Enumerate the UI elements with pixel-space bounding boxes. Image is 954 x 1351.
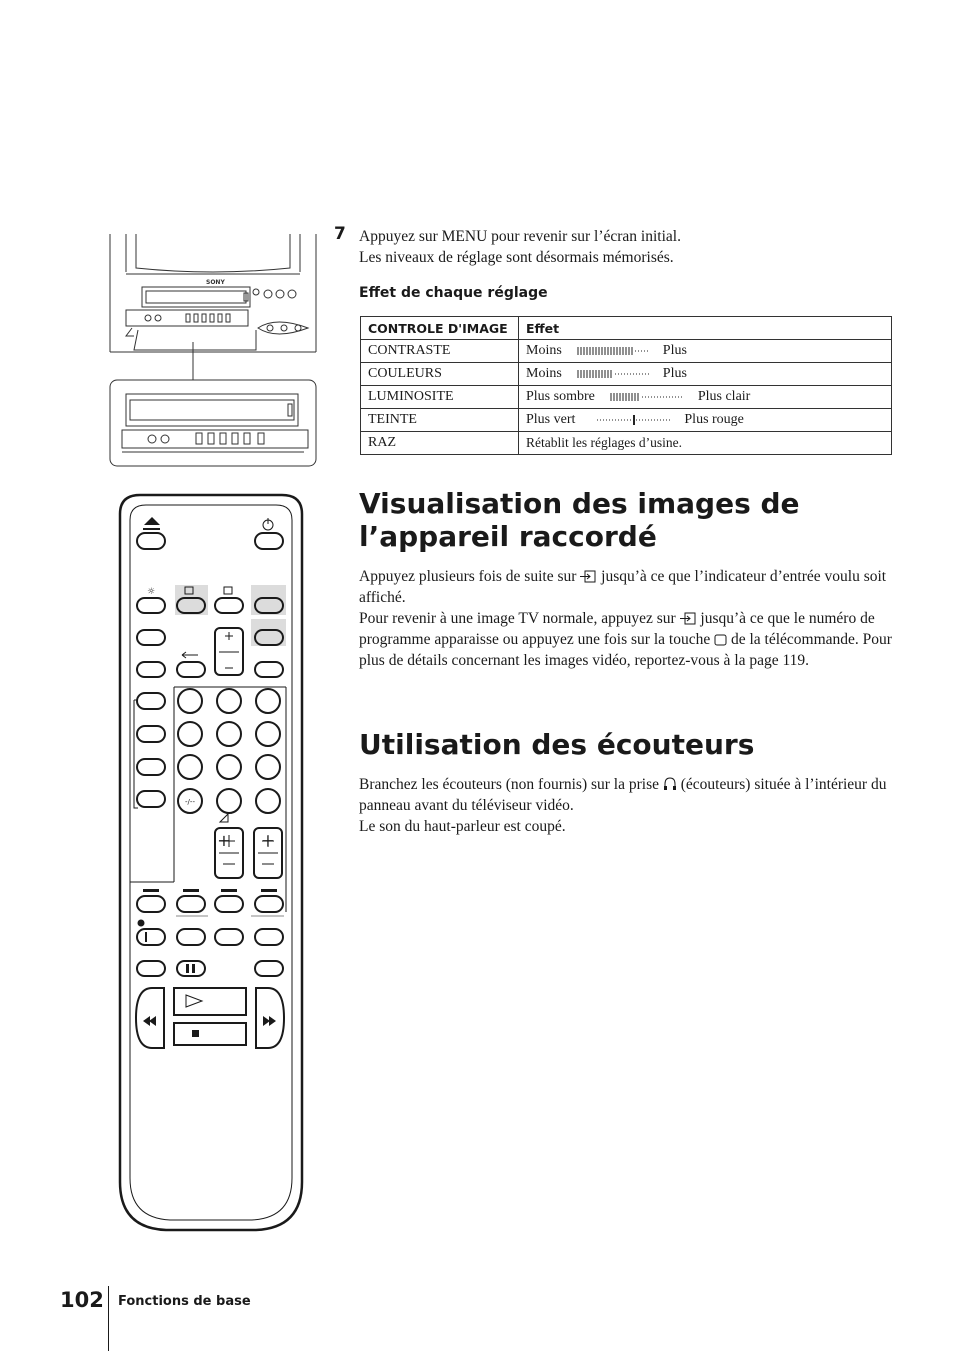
effect-right: Plus rouge — [684, 412, 744, 427]
effect-left: Moins — [526, 343, 562, 358]
control-effect — [519, 340, 892, 363]
title-line: Visualisation des images de — [359, 487, 800, 520]
control-name: LUMINOSITE — [361, 386, 519, 409]
step-line-2: Les niveaux de réglage sont désormais mémorisés. — [359, 249, 674, 266]
paragraph: Branchez les écouteurs (non fournis) sur la prise (écouteurs) située à l’intérieur du panneau avant du téléviseur vidéo. — [359, 776, 887, 814]
step-instruction — [359, 226, 681, 268]
control-name: RAZ — [361, 432, 519, 455]
control-name: TEINTE — [361, 409, 519, 432]
control-effect — [519, 363, 892, 386]
section-body-headphones — [359, 774, 899, 837]
table-header: CONTROLE D'IMAGE — [361, 317, 519, 340]
picture-control-table — [360, 316, 892, 455]
effect-heading: Effet de chaque réglage — [359, 285, 548, 301]
double-digit-label: -/-- — [185, 798, 195, 806]
table-header-row — [361, 317, 892, 340]
paragraph: Appuyez plusieurs fois de suite sur jusqu’à ce que l’indicateur d’entrée voulu soit affiché. — [359, 568, 887, 606]
paragraph: Pour revenir à une image TV normale, appuyez sur jusqu’à ce que le numéro de programme apparaisse ou appuyez une fois sur la touche de la télécommande. Pour plus de détails concernant les images vidéo, reportez-vous à la page 119. — [359, 610, 892, 669]
tint-scale-icon — [597, 415, 671, 425]
control-name: COULEURS — [361, 363, 519, 386]
section-title-connected-device — [359, 487, 919, 553]
paragraph: Le son du haut-parleur est coupé. — [359, 818, 566, 835]
control-name: CONTRASTE — [361, 340, 519, 363]
input-select-icon — [680, 612, 697, 625]
effect-left: Moins — [526, 366, 562, 381]
table-row — [361, 386, 892, 409]
input-select-icon — [580, 570, 597, 583]
tv-brand-label: SONY — [206, 279, 225, 286]
volume-plus-label: + — [217, 831, 231, 850]
programme-plus-label: + — [261, 831, 275, 850]
footer-section-label: Fonctions de base — [118, 1294, 251, 1309]
level-scale-icon — [577, 346, 649, 356]
section-body-connected-device — [359, 566, 899, 671]
effect-left: Plus vert — [526, 412, 576, 427]
effect-right: Plus clair — [697, 389, 751, 404]
effect-right: Plus — [662, 343, 687, 358]
step-number: 7 — [334, 224, 346, 244]
title-line: l’appareil raccordé — [359, 520, 657, 553]
tv-mode-icon — [714, 634, 727, 646]
table-row — [361, 432, 892, 455]
table-row — [361, 363, 892, 386]
step-line-1: Appuyez sur MENU pour revenir sur l’écran initial. — [359, 228, 681, 245]
tv-front-panel-illustration — [108, 232, 318, 468]
svg-text:☼: ☼ — [147, 587, 156, 597]
remote-control-illustration — [116, 492, 306, 1234]
effect-left: Plus sombre — [526, 389, 595, 404]
page-number: 102 — [60, 1288, 104, 1312]
section-title-headphones: Utilisation des écouteurs — [359, 728, 755, 761]
headphones-icon — [663, 777, 677, 791]
effect-right: Plus — [662, 366, 687, 381]
control-effect — [519, 409, 892, 432]
level-scale-icon — [577, 369, 649, 379]
control-effect: Rétablit les réglages d’usine. — [519, 432, 892, 455]
control-effect — [519, 386, 892, 409]
table-row — [361, 409, 892, 432]
table-header: Effet — [519, 317, 892, 340]
level-scale-icon — [610, 392, 684, 402]
footer-divider — [108, 1286, 109, 1351]
table-row — [361, 340, 892, 363]
